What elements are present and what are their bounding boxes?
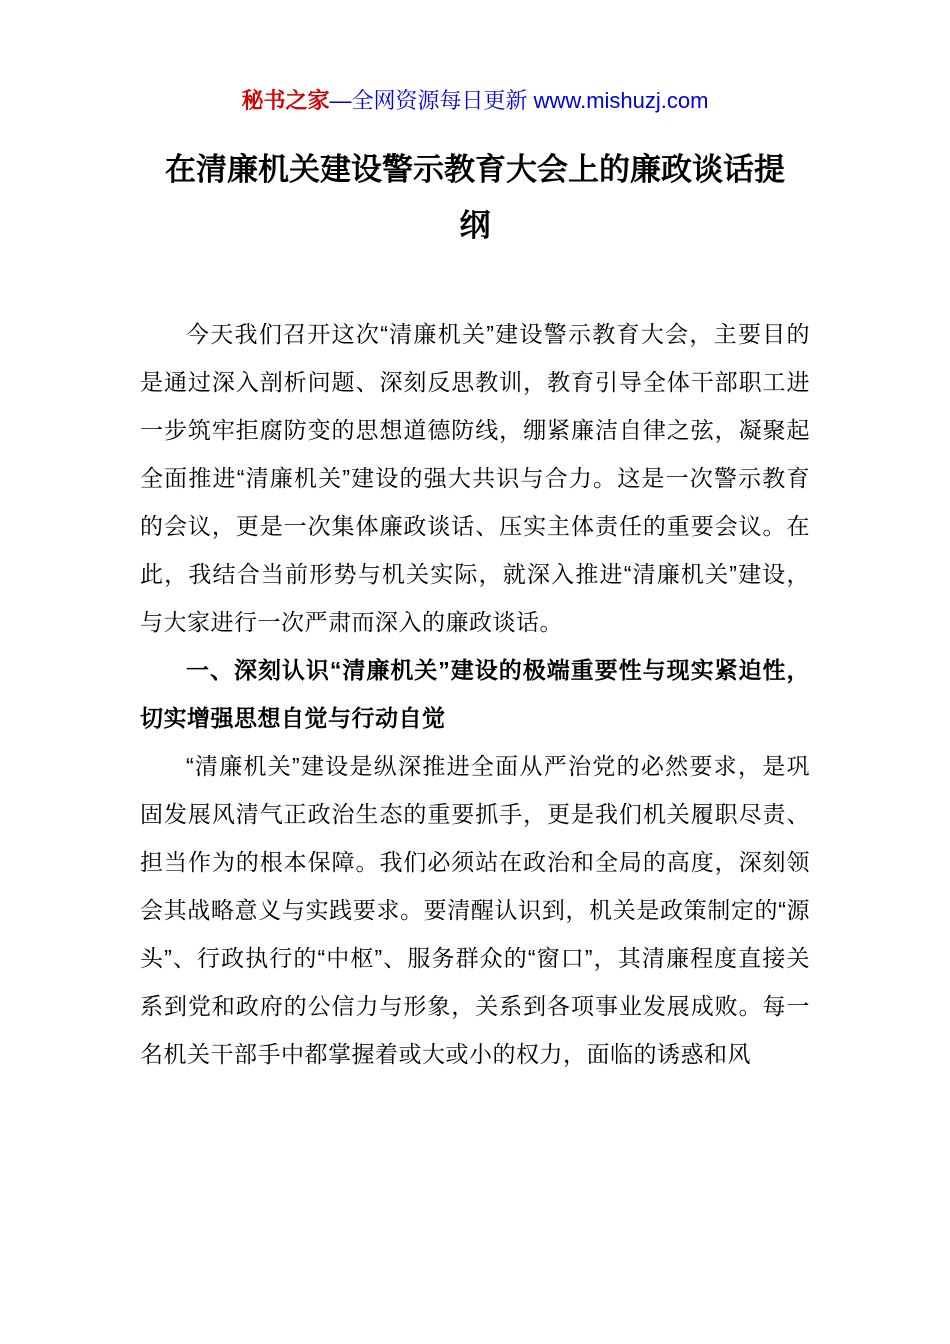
site-header [140,86,810,116]
brand-name: 秘书之家 [241,88,330,113]
paragraph-section-1-body: “清廉机关”建设是纵深推进全面从严治党的必然要求，是巩固发展风清气正政治生态的重要抓手，更是我们机关履职尽责、担当作为的根本保障。我们必须站在政治和全局的高度，深刻领会其战略意义与实践要求。要清醒认识到，机关是政策制定的“源头”、行政执行的“中枢”、服务群众的“窗口”，其清廉程度直接关系到党和政府的公信力与形象，关系到各项事业发展成败。每一名机关干部手中都掌握着或大或小的权力，面临的诱惑和风 [140,753,810,1067]
paragraph-intro: 今天我们召开这次“清廉机关”建设警示教育大会，主要目的是通过深入剖析问题、深刻反思教训，教育引导全体干部职工进一步筑牢拒腐防变的思想道德防线，绷紧廉洁自律之弦，凝聚起全面推进“清廉机关”建设的强大共识与合力。这是一次警示教育的会议，更是一次集体廉政谈话、压实主体责任的重要会议。在此，我结合当前形势与机关实际，就深入推进“清廉机关”建设，与大家进行一次严肃而深入的廉政谈话。 [140,321,810,635]
site-url-link[interactable]: www.mishuzj.com [533,88,709,113]
section-heading-1: 一、深刻认识“清廉机关”建设的极端重要性与现实紧迫性，切实增强思想自觉与行动自觉 [140,657,810,731]
document-title: 在清廉机关建设警示教育大会上的廉政谈话提纲 [165,152,785,243]
header-tagline: —全网资源每日更新 [329,88,534,113]
